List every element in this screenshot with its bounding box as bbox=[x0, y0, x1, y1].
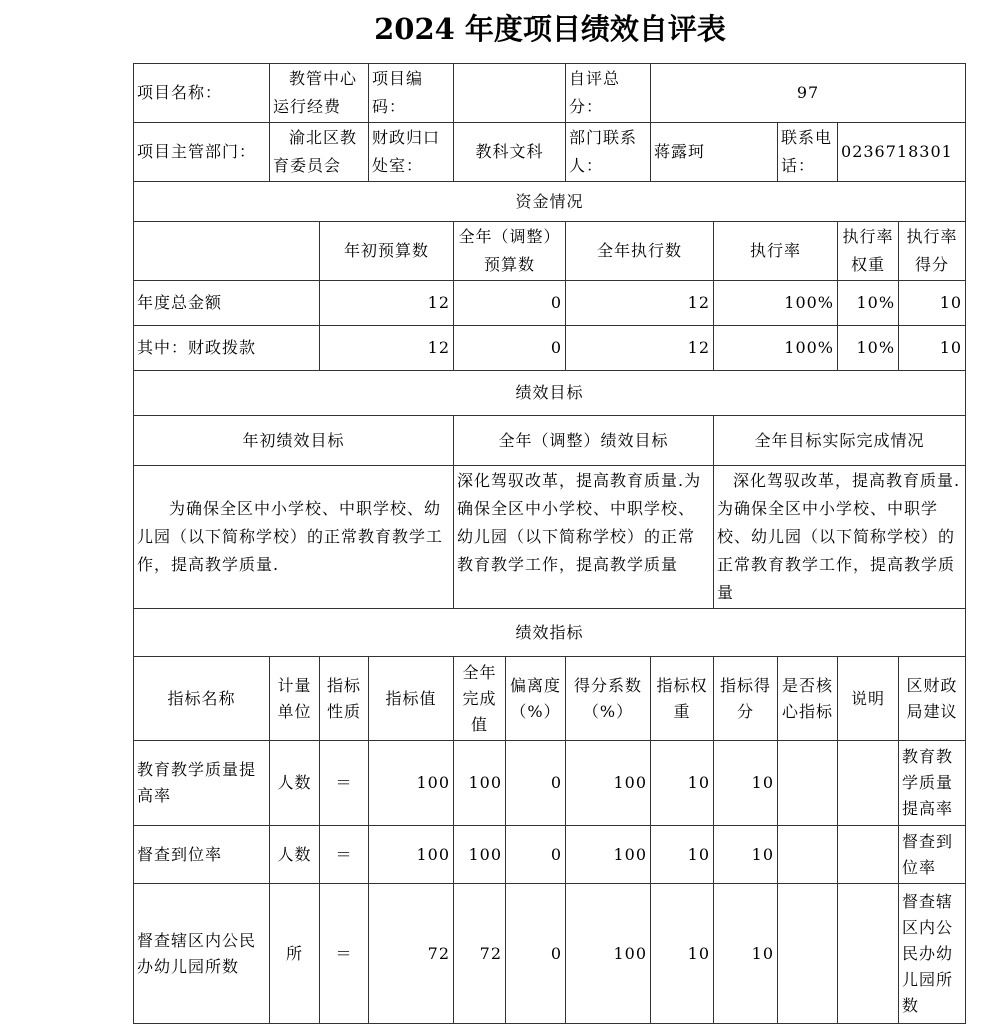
funds-header: 全年（调整）预算数 bbox=[454, 222, 566, 281]
goals-header: 全年（调整）绩效目标 bbox=[454, 416, 714, 466]
indicator-header: 指标值 bbox=[369, 657, 454, 741]
indicator-cell bbox=[838, 884, 899, 1024]
goals-header: 年初绩效目标 bbox=[134, 416, 454, 466]
funds-row bbox=[134, 326, 966, 371]
project-name: 教管中心运行经费 bbox=[270, 64, 369, 123]
contact-label: 部门联系人： bbox=[566, 123, 651, 182]
indicator-row bbox=[134, 741, 966, 826]
funds-cell: 0 bbox=[454, 326, 566, 371]
funds-header: 年初预算数 bbox=[320, 222, 454, 281]
dept: 渝北区教育委员会 bbox=[270, 123, 369, 182]
indicator-cell: 10 bbox=[714, 826, 778, 884]
indicator-row bbox=[134, 826, 966, 884]
indicator-cell: 教育教学质量提高率 bbox=[134, 741, 270, 826]
project-code-label: 项目编码： bbox=[369, 64, 454, 123]
funds-cell: 12 bbox=[566, 326, 714, 371]
funds-header: 执行率权重 bbox=[838, 222, 899, 281]
indicator-cell: 72 bbox=[369, 884, 454, 1024]
indicator-cell: ＝ bbox=[320, 741, 369, 826]
office-label: 财政归口处室： bbox=[369, 123, 454, 182]
indicator-cell: ＝ bbox=[320, 826, 369, 884]
indicator-cell: 100 bbox=[566, 826, 651, 884]
indicator-cell: 10 bbox=[714, 741, 778, 826]
indicator-cell bbox=[838, 741, 899, 826]
indicator-cell bbox=[778, 826, 838, 884]
goals-section: 绩效目标 bbox=[134, 371, 966, 416]
indicator-cell bbox=[838, 826, 899, 884]
goals-header: 全年目标实际完成情况 bbox=[714, 416, 966, 466]
phone: 0236718301 bbox=[838, 123, 966, 182]
funds-row bbox=[134, 281, 966, 326]
indicator-cell: 0 bbox=[506, 741, 566, 826]
funds-cell: 12 bbox=[320, 281, 454, 326]
funds-row-label: 其中：财政拨款 bbox=[134, 326, 320, 371]
indicator-cell bbox=[778, 884, 838, 1024]
funds-cell: 10 bbox=[899, 281, 966, 326]
indicator-header: 指标得分 bbox=[714, 657, 778, 741]
evaluation-table bbox=[133, 63, 966, 1024]
funds-cell: 10% bbox=[838, 326, 899, 371]
indicator-cell: 100 bbox=[369, 826, 454, 884]
indicator-header: 是否核心指标 bbox=[778, 657, 838, 741]
indicator-cell: 督查到位率 bbox=[899, 826, 966, 884]
funds-header: 执行率得分 bbox=[899, 222, 966, 281]
goal-actual: 深化驾驭改革，提高教育质量.为确保全区中小学校、中职学校、幼儿园（以下简称学校）的正常教育教学工作，提高教学质量 bbox=[714, 466, 966, 609]
funds-cell: 100% bbox=[714, 281, 838, 326]
funds-header: 全年执行数 bbox=[566, 222, 714, 281]
funds-cell: 100% bbox=[714, 326, 838, 371]
indicator-cell: 所 bbox=[270, 884, 320, 1024]
indicator-header: 指标性质 bbox=[320, 657, 369, 741]
indicator-row bbox=[134, 884, 966, 1024]
funds-header-blank bbox=[134, 222, 320, 281]
contact: 蒋露珂 bbox=[651, 123, 778, 182]
indicator-cell: 100 bbox=[369, 741, 454, 826]
indicator-cell: 督查辖区内公民办幼儿园所数 bbox=[899, 884, 966, 1024]
indicator-cell: 教育教学质量提高率 bbox=[899, 741, 966, 826]
indicator-cell: 10 bbox=[651, 741, 714, 826]
indicator-cell: 0 bbox=[506, 884, 566, 1024]
funds-cell: 10% bbox=[838, 281, 899, 326]
indicator-cell: 督查到位率 bbox=[134, 826, 270, 884]
project-name-label: 项目名称： bbox=[134, 64, 270, 123]
indicator-cell: 100 bbox=[566, 741, 651, 826]
indicator-cell: 100 bbox=[566, 884, 651, 1024]
indicator-header: 指标名称 bbox=[134, 657, 270, 741]
page-title: 2024 年度项目绩效自评表 bbox=[374, 12, 726, 46]
project-code bbox=[454, 64, 566, 123]
indicator-cell: 人数 bbox=[270, 826, 320, 884]
indicator-cell: 10 bbox=[651, 826, 714, 884]
indicator-header: 计量单位 bbox=[270, 657, 320, 741]
indicator-header: 说明 bbox=[838, 657, 899, 741]
dept-label: 项目主管部门： bbox=[134, 123, 270, 182]
indicator-cell: 10 bbox=[714, 884, 778, 1024]
indicator-header: 指标权重 bbox=[651, 657, 714, 741]
funds-cell: 12 bbox=[566, 281, 714, 326]
indicator-cell: 100 bbox=[454, 741, 506, 826]
indicator-header: 得分系数（%） bbox=[566, 657, 651, 741]
indicator-cell: 0 bbox=[506, 826, 566, 884]
indicator-header: 偏离度（%） bbox=[506, 657, 566, 741]
self-score: 97 bbox=[651, 64, 966, 123]
indicators-section: 绩效指标 bbox=[134, 609, 966, 657]
funds-cell: 12 bbox=[320, 326, 454, 371]
indicator-cell: 72 bbox=[454, 884, 506, 1024]
funds-cell: 10 bbox=[899, 326, 966, 371]
indicator-header: 全年完成值 bbox=[454, 657, 506, 741]
funds-header: 执行率 bbox=[714, 222, 838, 281]
funds-cell: 0 bbox=[454, 281, 566, 326]
office: 教科文科 bbox=[454, 123, 566, 182]
indicator-cell bbox=[778, 741, 838, 826]
phone-label: 联系电话： bbox=[778, 123, 838, 182]
indicator-cell: 人数 bbox=[270, 741, 320, 826]
goal-adjusted: 深化驾驭改革，提高教育质量.为确保全区中小学校、中职学校、幼儿园（以下简称学校）的正常教育教学工作，提高教学质量 bbox=[454, 466, 714, 609]
self-score-label: 自评总分： bbox=[566, 64, 651, 123]
indicator-cell: 督查辖区内公民办幼儿园所数 bbox=[134, 884, 270, 1024]
funds-section: 资金情况 bbox=[134, 182, 966, 222]
indicator-cell: 10 bbox=[651, 884, 714, 1024]
indicator-header: 区财政局建议 bbox=[899, 657, 966, 741]
indicator-cell: ＝ bbox=[320, 884, 369, 1024]
goal-initial: 为确保全区中小学校、中职学校、幼儿园（以下简称学校）的正常教育教学工作，提高教学质量. bbox=[134, 466, 454, 609]
indicator-cell: 100 bbox=[454, 826, 506, 884]
funds-row-label: 年度总金额 bbox=[134, 281, 320, 326]
